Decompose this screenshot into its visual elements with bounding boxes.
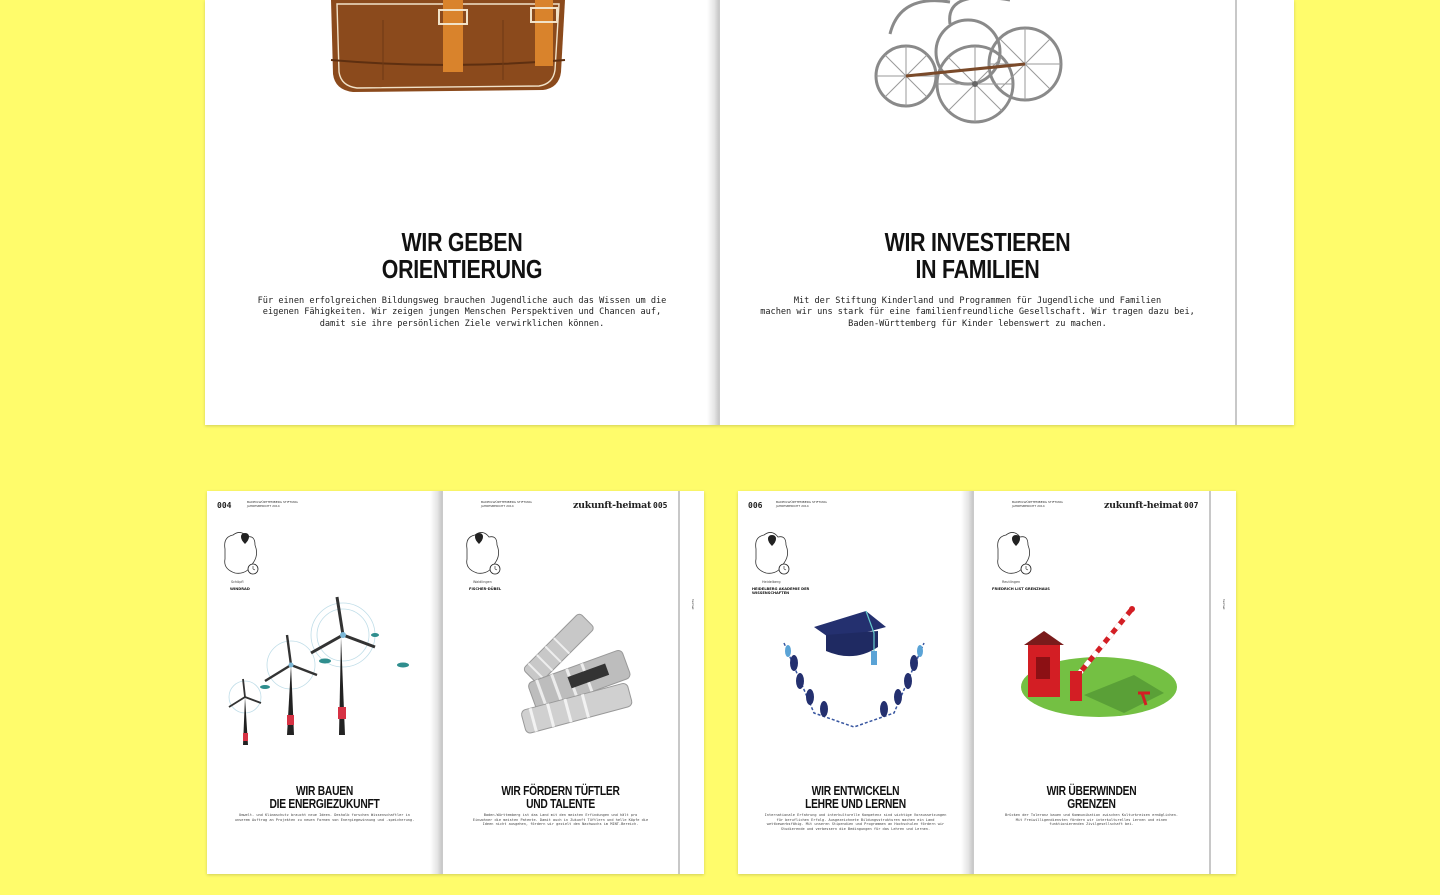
page-006 [738,491,973,874]
location-place: Heidelberg [762,580,781,584]
spine-shadow [707,0,719,425]
publisher-label: BADEN-WÜRTTEMBERG STIFTUNG JAHRESBERICHT 2014 [247,500,298,508]
top-spread [205,0,1294,425]
state-map-icon [992,529,1036,579]
wall-plugs-illustration [501,605,641,735]
border-barrier-illustration [1014,605,1184,725]
booklet-spread-1 [207,491,704,874]
page-edge [1235,0,1237,425]
body-energiezukunft: Umwelt- und Klimaschutz braucht neue Ideen. Deshalb forschen Wissenschaftler in unserem Auftrag an Projekten zu neuen Formen von Energiegewinnung und -speicherung. [234,813,415,822]
side-tab: heimat [691,599,695,610]
location-place: Reutlingen [1002,580,1021,584]
location-place: Waldlingen [473,580,492,584]
page-orientierung [205,0,719,425]
page-edge [678,491,680,874]
publisher-label: BADEN-WÜRTTEMBERG STIFTUNG JAHRESBERICHT 2014 [776,500,827,508]
location-name: FRIEDRICH LIST GRENZHAUS [992,587,1050,591]
headline-lehre: WIR ENTWICKELN LEHRE UND LERNEN [805,784,906,811]
page-number: 005 [653,501,668,510]
page-007 [974,491,1209,874]
headline-familien: WIR INVESTIEREN IN FAMILIEN [884,227,1071,284]
brand-wordmark: zukunft-heimat [573,500,652,511]
stroller-illustration [850,0,1090,139]
graduation-cap-illustration [774,603,934,733]
body-grenzen: Brücken der Toleranz bauen und Kommunikation zwischen Kulturkreisen ermöglichen. Mit Freiwilligendiensten fördern wir interkulturelles Lernen und einen funktionierenden Zivilgesellschaft bei. [1004,813,1179,827]
page-number: 007 [1184,501,1199,510]
location-name: HEIDELBERG AKADEMIE DER WISSENSCHAFTEN [752,587,810,595]
headline-energiezukunft: WIR BAUEN DIE ENERGIEZUKUNFT [269,784,380,811]
page-familien [720,0,1235,425]
location-name: WINDRAD [230,587,250,591]
page-edge [1209,491,1211,874]
briefcase-illustration [323,0,583,100]
body-orientierung: Für einen erfolgreichen Bildungsweg brauchen Jugendliche auch das Wissen um die eigenen Fähigkeiten. Wir zeigen jungen Menschen Perspektiven und Chancen auf, damit sie ihre persönlichen Ziele verwirklichen können. [257,296,667,329]
brand-wordmark: zukunft-heimat [1104,500,1183,511]
body-tueftler: Baden-Württemberg ist das Land mit den meisten Erfindungen und hält pro Einwohner die meisten Patente. Damit auch in Zukunft Tüftlern und helle Köpfe die Ideen nicht ausgehen, fördern wir gezielt den Nachwuchs im MINT-Bereich. [472,813,649,827]
state-map-icon [219,529,263,579]
page-005 [443,491,678,874]
spine-shadow [430,491,442,874]
location-name: FISCHER-DÜBEL [469,587,502,591]
publisher-label: BADEN-WÜRTTEMBERG STIFTUNG JAHRESBERICHT 2014 [1012,500,1063,508]
location-place: Schöpfl [231,580,244,584]
page-004 [207,491,442,874]
page-number: 006 [748,501,763,510]
page-number: 004 [217,501,232,510]
body-lehre: Internationale Erfahrung und interkulturelle Kompetenz sind wichtige Voraussetzungen für beruflichen Erfolg. Ausgezeichnete Bildungsstrukturen machen ein Land wettbewerbsfähig. Mit unseren Stipendien und Programmen an Hochschulen fördern wir Studierende und verbessern die Bedingungen für das Lehren und Lernen. [764,813,947,831]
booklet-spread-2 [738,491,1236,874]
body-familien: Mit der Stiftung Kinderland und Programmen für Jugendliche und Familien machen wir uns stark für eine familienfreundliche Gesellschaft. Wir tragen dazu bei, Baden-Württemberg für Kinder lebenswert zu machen. [760,296,1195,329]
state-map-icon [750,529,794,579]
headline-grenzen: WIR ÜBERWINDEN GRENZEN [1046,784,1137,811]
headline-orientierung: WIR GEBEN ORIENTIERUNG [381,227,543,284]
publisher-label: BADEN-WÜRTTEMBERG STIFTUNG JAHRESBERICHT 2014 [481,500,532,508]
spine-shadow [961,491,973,874]
side-tab: heimat [1222,599,1226,610]
headline-tueftler: WIR FÖRDERN TÜFTLER UND TALENTE [501,784,620,811]
wind-turbines-illustration [225,595,425,745]
state-map-icon [461,529,505,579]
